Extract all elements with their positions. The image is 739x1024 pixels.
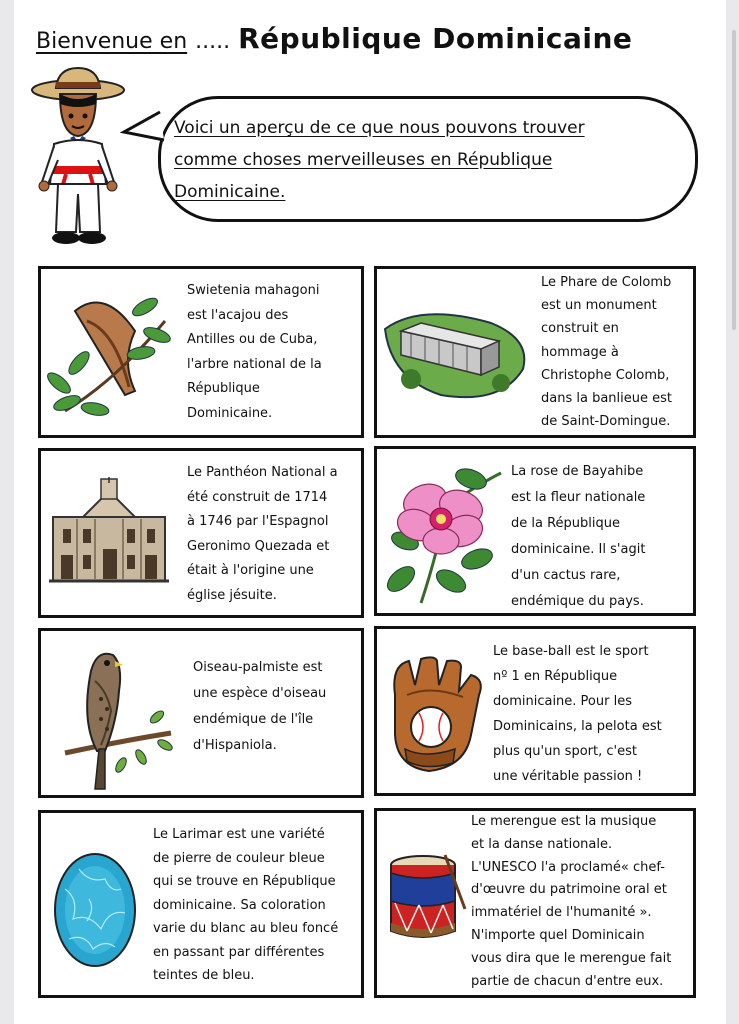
- card-line: Le Phare de Colomb: [541, 275, 672, 290]
- card-line: d'œuvre du patrimoine oral et: [471, 882, 667, 898]
- speech-bubble-tail: [120, 110, 170, 150]
- card-text: [193, 655, 363, 759]
- card-line: l'arbre national de la: [187, 356, 322, 372]
- card-line: immatériel de l'humanité ».: [471, 905, 652, 921]
- title-country: République Dominicaine: [238, 22, 633, 55]
- card-line: été construit de 1714: [187, 489, 328, 505]
- card-line: est l'acajou des: [187, 307, 289, 323]
- card-text: [153, 823, 365, 988]
- card-pantheon: [38, 448, 364, 618]
- card-line: République: [187, 381, 260, 396]
- card-line: est un monument: [541, 298, 657, 314]
- mahogany-illustration: [45, 291, 175, 421]
- card-line: église jésuite.: [187, 587, 277, 603]
- card-line: vous dira que le merengue fait: [471, 950, 672, 966]
- title-prefix: Bienvenue en: [36, 29, 188, 54]
- card-line: une espèce d'oiseau: [193, 686, 327, 701]
- baseball-glove-illustration: [385, 655, 489, 775]
- card-line: N'importe quel Dominicain: [471, 927, 645, 943]
- card-rose: [374, 446, 696, 616]
- card-line: dans la banlieue est: [541, 391, 672, 407]
- card-line: dominicaine. Sa coloration: [153, 897, 326, 913]
- card-text: [187, 461, 365, 608]
- card-line: L'UNESCO l'a proclamé« chef-: [471, 859, 665, 875]
- card-line: varie du blanc au bleu foncé: [153, 921, 339, 936]
- larimar-stone-illustration: [49, 849, 141, 971]
- card-line: à 1746 par l'Espagnol: [187, 514, 329, 529]
- card-baseball: [374, 626, 696, 796]
- card-line: une véritable passion !: [493, 769, 643, 784]
- card-line: Le merengue est la musique: [471, 814, 657, 829]
- card-line: Geronimo Quezada et: [187, 538, 330, 554]
- bubble-line: Dominicaine.: [174, 182, 286, 202]
- pantheon-illustration: [49, 477, 169, 587]
- card-line: de pierre de couleur bleue: [153, 850, 325, 866]
- card-text: [471, 811, 697, 993]
- bubble-line: Voici un aperçu de ce que nous pouvons trouver: [174, 118, 585, 138]
- page-title: [36, 22, 716, 55]
- card-text: [541, 271, 697, 433]
- card-text: [187, 279, 363, 426]
- rose-illustration: [381, 463, 505, 607]
- card-line: Dominicains, la pelota est: [493, 719, 662, 734]
- boy-illustration: [26, 64, 126, 254]
- card-line: dominicaine. Pour les: [493, 694, 632, 709]
- card-line: teintes de bleu.: [153, 968, 255, 983]
- card-line: Le Panthéon National a: [187, 465, 338, 480]
- card-line: Christophe Colomb,: [541, 367, 670, 383]
- scrollbar[interactable]: [732, 30, 736, 330]
- card-line: plus qu'un sport, c'est: [493, 744, 637, 759]
- card-line: en passant par différentes: [153, 944, 325, 960]
- card-text: [511, 459, 697, 615]
- card-line: d'Hispaniola.: [193, 738, 277, 753]
- speech-bubble-text: [174, 112, 674, 208]
- card-line: Antilles ou de Cuba,: [187, 332, 318, 347]
- card-text: [493, 639, 697, 789]
- title-dots: .....: [195, 29, 231, 54]
- card-line: de Saint-Domingue.: [541, 414, 671, 430]
- card-line: était à l'origine une: [187, 563, 314, 578]
- card-lighthouse: [374, 266, 696, 438]
- card-mahogany: [38, 266, 364, 438]
- card-line: d'un cactus rare,: [511, 568, 621, 583]
- card-line: est la fleur nationale: [511, 490, 646, 505]
- card-line: endémique de l'île: [193, 712, 314, 727]
- bubble-line: comme choses merveilleuses en République: [174, 150, 553, 170]
- card-bird: [38, 628, 364, 798]
- card-line: Dominicaine.: [187, 405, 273, 421]
- drum-illustration: [385, 853, 467, 945]
- card-line: Oiseau-palmiste est: [193, 660, 323, 675]
- card-larimar: [38, 810, 364, 998]
- card-line: hommage à: [541, 344, 619, 360]
- bird-illustration: [61, 641, 181, 791]
- card-line: de la République: [511, 516, 620, 531]
- card-line: Le base-ball est le sport: [493, 644, 649, 659]
- card-line: qui se trouve en République: [153, 874, 336, 889]
- card-line: La rose de Bayahibe: [511, 464, 644, 479]
- card-line: Le Larimar est une variété: [153, 827, 325, 842]
- card-line: partie de chacun d'entre eux.: [471, 973, 664, 989]
- card-line: construit en: [541, 321, 619, 337]
- card-line: Swietenia mahagoni: [187, 283, 320, 298]
- card-line: nº 1 en République: [493, 669, 618, 684]
- card-line: dominicaine. Il s'agit: [511, 542, 646, 557]
- lighthouse-illustration: [381, 309, 531, 409]
- card-merengue: [374, 808, 696, 998]
- card-line: et la danse nationale.: [471, 836, 613, 852]
- card-line: endémique du pays.: [511, 594, 644, 609]
